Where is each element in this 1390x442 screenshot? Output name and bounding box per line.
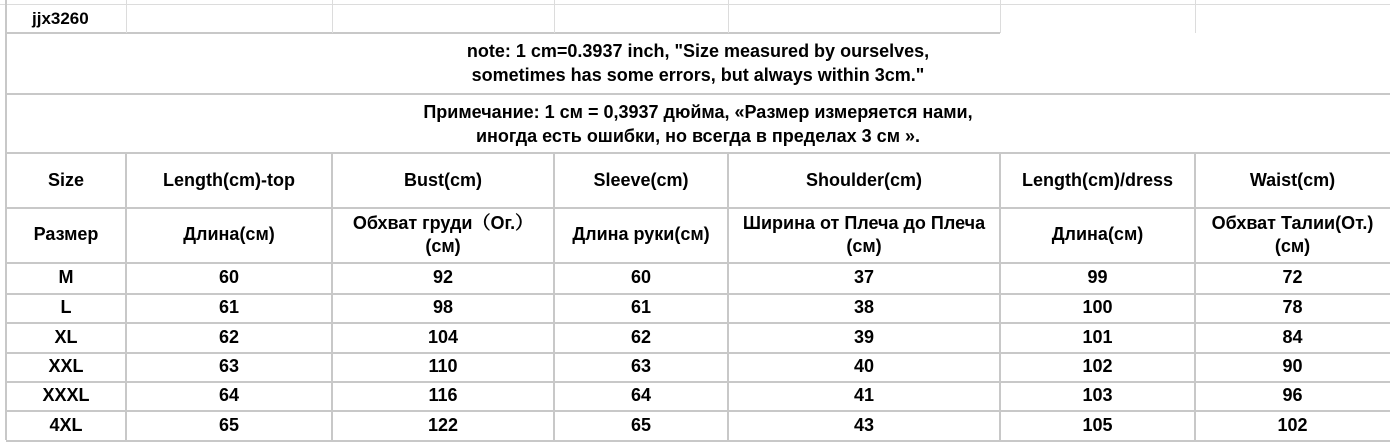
grid-line	[554, 0, 555, 33]
header-en-sleeve[interactable]: Sleeve(cm)	[593, 169, 689, 190]
table-cell-length-top[interactable]: 61	[218, 297, 240, 317]
table-cell-sleeve[interactable]: 63	[630, 356, 652, 376]
table-cell-size[interactable]: XXL	[48, 356, 84, 376]
header-en-shoulder[interactable]: Shoulder(cm)	[805, 169, 922, 190]
table-cell-length-top[interactable]: 64	[218, 385, 240, 405]
note-english-line-2: sometimes has some errors, but always within 3cm."	[471, 65, 925, 85]
header-ru-sleeve[interactable]: Длина руки(см)	[572, 224, 710, 244]
header-ru-size[interactable]: Размер	[33, 224, 99, 244]
sku-cell[interactable]: jjx3260	[32, 9, 89, 28]
note-english-line-1: note: 1 cm=0.3937 inch, "Size measured by ourselves,	[466, 41, 930, 61]
table-cell-size[interactable]: 4XL	[49, 414, 83, 435]
grid-line	[1194, 153, 1196, 440]
grid-line	[0, 4, 1390, 5]
grid-line	[6, 207, 1390, 209]
note-russian	[6, 95, 1390, 152]
header-ru-shoulder[interactable]: Ширина от Плеча до Плеча (см)	[742, 212, 986, 256]
grid-line	[999, 153, 1001, 440]
header-en-waist[interactable]: Waist(cm)	[1249, 169, 1336, 190]
table-cell-waist[interactable]: 90	[1282, 356, 1303, 376]
table-cell-length-top[interactable]: 60	[218, 267, 240, 287]
grid-line	[553, 153, 555, 440]
grid-line	[5, 0, 7, 440]
table-cell-length-dress[interactable]: 105	[1082, 414, 1113, 435]
grid-line	[6, 352, 1390, 354]
table-cell-waist[interactable]: 72	[1282, 267, 1303, 287]
note-russian-line-2: иногда есть ошибки, но всегда в пределах 3 см ».	[475, 125, 921, 146]
table-cell-length-dress[interactable]: 103	[1082, 385, 1113, 405]
grid-line	[332, 0, 333, 33]
table-cell-length-dress[interactable]: 101	[1082, 326, 1113, 347]
table-cell-waist[interactable]: 84	[1282, 326, 1303, 347]
grid-line	[331, 153, 333, 440]
table-cell-shoulder[interactable]: 43	[853, 414, 875, 435]
grid-line	[6, 93, 1390, 95]
header-ru-length-top[interactable]: Длина(см)	[183, 224, 275, 244]
table-cell-shoulder[interactable]: 40	[853, 356, 875, 376]
header-ru-waist[interactable]: Обхват Талии(От.)(см)	[1211, 212, 1374, 256]
table-cell-size[interactable]: XXXL	[42, 385, 90, 405]
grid-line	[6, 152, 1390, 154]
header-en-bust[interactable]: Bust(cm)	[403, 169, 482, 190]
grid-line	[6, 262, 1390, 264]
table-cell-shoulder[interactable]: 41	[853, 385, 875, 405]
table-cell-length-dress[interactable]: 100	[1082, 297, 1113, 317]
grid-line	[6, 381, 1390, 383]
table-cell-sleeve[interactable]: 61	[630, 297, 652, 317]
table-cell-sleeve[interactable]: 64	[630, 385, 652, 405]
table-cell-shoulder[interactable]: 38	[853, 297, 875, 317]
table-cell-size[interactable]: L	[60, 297, 72, 317]
header-en-size[interactable]: Size	[47, 169, 85, 190]
table-cell-length-dress[interactable]: 99	[1087, 267, 1108, 287]
table-cell-waist[interactable]: 78	[1282, 297, 1303, 317]
grid-line	[126, 0, 127, 33]
grid-line	[6, 293, 1390, 295]
grid-line	[1000, 0, 1001, 33]
table-cell-length-top[interactable]: 62	[218, 326, 240, 347]
grid-line	[6, 322, 1390, 324]
grid-line	[6, 32, 1000, 34]
table-cell-bust[interactable]: 122	[427, 414, 459, 435]
table-cell-waist[interactable]: 102	[1277, 414, 1308, 435]
header-ru-bust[interactable]: Обхват груди（Ог.）(см)	[352, 212, 534, 256]
grid-line	[125, 153, 127, 440]
table-cell-bust[interactable]: 110	[428, 356, 458, 376]
table-cell-length-top[interactable]: 63	[218, 356, 240, 376]
table-cell-size[interactable]: XL	[54, 326, 78, 347]
table-cell-shoulder[interactable]: 37	[853, 267, 875, 287]
table-cell-sleeve[interactable]: 60	[630, 267, 652, 287]
table-cell-sleeve[interactable]: 62	[630, 326, 652, 347]
grid-line	[727, 153, 729, 440]
table-cell-sleeve[interactable]: 65	[630, 414, 652, 435]
table-cell-waist[interactable]: 96	[1282, 385, 1303, 405]
note-russian-line-1: Примечание: 1 см = 0,3937 дюйма, «Размер измеряется нами,	[423, 101, 973, 122]
grid-line	[1195, 0, 1196, 33]
table-cell-bust[interactable]: 116	[428, 385, 458, 405]
table-cell-shoulder[interactable]: 39	[853, 326, 875, 347]
header-ru-length-dress[interactable]: Длина(см)	[1051, 224, 1144, 244]
table-cell-length-dress[interactable]: 102	[1082, 356, 1113, 376]
table-cell-bust[interactable]: 92	[432, 267, 454, 287]
header-en-length-dress[interactable]: Length(cm)/dress	[1021, 169, 1174, 190]
header-en-length-top[interactable]: Length(cm)-top	[163, 169, 295, 190]
table-cell-bust[interactable]: 104	[427, 326, 459, 347]
grid-line	[728, 0, 729, 33]
table-cell-length-top[interactable]: 65	[218, 414, 240, 435]
note-english	[6, 33, 1390, 93]
grid-line	[6, 410, 1390, 412]
table-cell-bust[interactable]: 98	[432, 297, 454, 317]
table-cell-size[interactable]: M	[58, 267, 74, 287]
